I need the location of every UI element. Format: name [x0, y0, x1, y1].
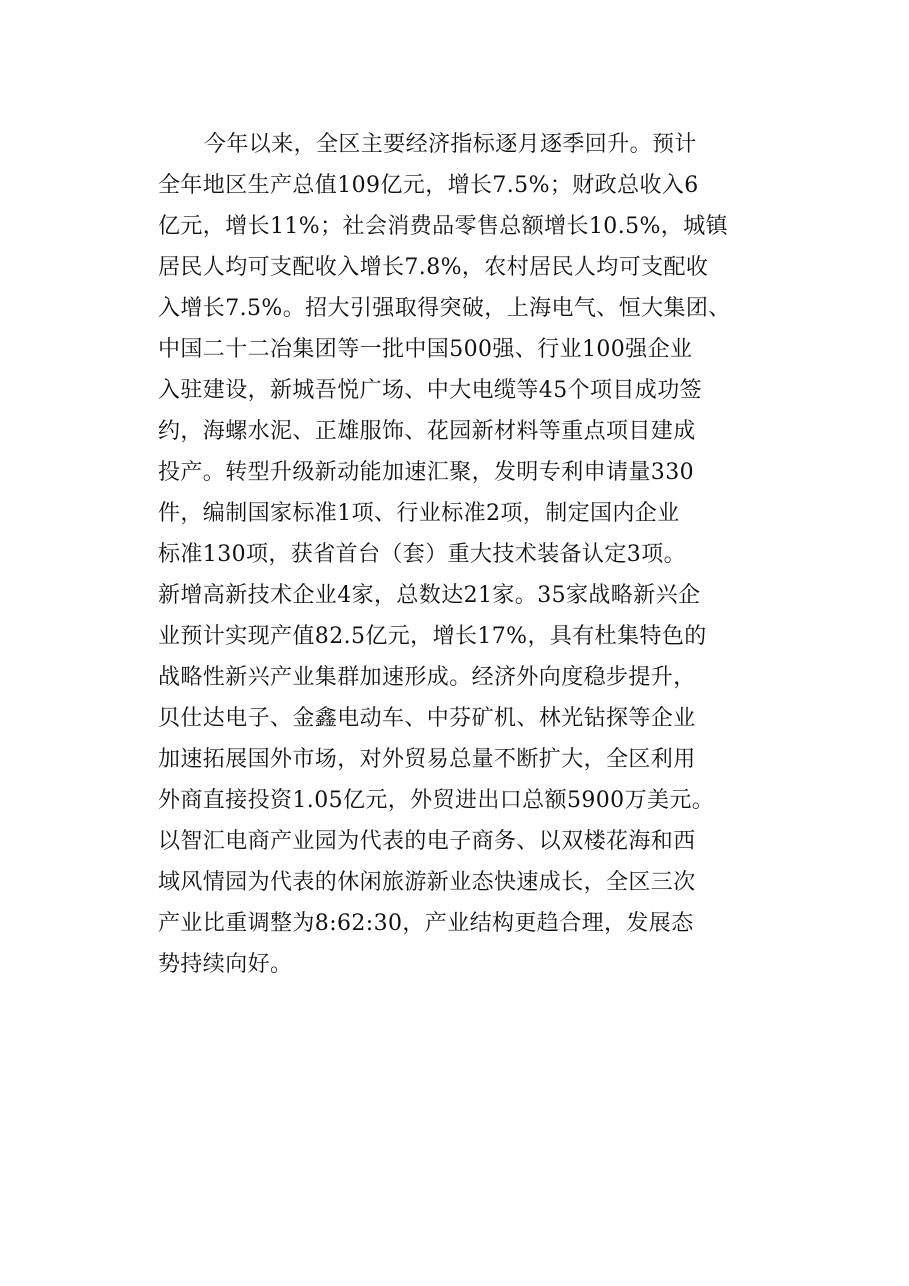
economic-summary-paragraph	[158, 124, 778, 985]
paragraph-line: 中国二十二冶集团等一批中国500强、行业100强企业	[158, 337, 693, 362]
paragraph-line: 投产。转型升级新动能加速汇聚，发明专利申请量330	[158, 460, 694, 485]
paragraph-line: 业预计实现产值82.5亿元，增长17%，具有杜集特色的	[158, 624, 707, 649]
paragraph-line: 产业比重调整为8:62:30，产业结构更趋合理，发展态	[158, 911, 694, 936]
paragraph-line: 入驻建设，新城吾悦广场、中大电缆等45个项目成功签	[158, 378, 702, 403]
paragraph-line: 外商直接投资1.05亿元，外贸进出口总额5900万美元。	[158, 788, 715, 813]
paragraph-line: 贝仕达电子、金鑫电动车、中芬矿机、林光钻探等企业	[158, 706, 696, 731]
paragraph-line: 势持续向好。	[158, 952, 293, 977]
paragraph-line: 件，编制国家标准1项、行业标准2项，制定国内企业	[158, 501, 680, 526]
paragraph-line: 新增高新技术企业4家，总数达21家。35家战略新兴企	[158, 583, 701, 608]
paragraph-line: 亿元，增长11%；社会消费品零售总额增长10.5%，城镇	[158, 214, 728, 239]
paragraph-line: 标准130项，获省首台（套）重大技术装备认定3项。	[158, 542, 686, 567]
paragraph-line: 以智汇电商产业园为代表的电子商务、以双楼花海和西	[158, 829, 696, 854]
paragraph-line: 战略性新兴产业集群加速形成。经济外向度稳步提升，	[158, 665, 696, 690]
paragraph-line: 约，海螺水泥、正雄服饰、花园新材料等重点项目建成	[158, 419, 696, 444]
paragraph-line: 域风情园为代表的休闲旅游新业态快速成长，全区三次	[158, 870, 696, 895]
paragraph-line: 入增长7.5%。招大引强取得突破，上海电气、恒大集团、	[158, 296, 731, 321]
paragraph-line: 加速拓展国外市场，对外贸易总量不断扩大，全区利用	[158, 747, 696, 772]
paragraph-line: 居民人均可支配收入增长7.8%，农村居民人均可支配收	[158, 255, 709, 280]
paragraph-line: 全年地区生产总值109亿元，增长7.5%；财政总收入6	[158, 173, 699, 198]
paragraph-line: 今年以来，全区主要经济指标逐月逐季回升。预计	[204, 132, 697, 157]
